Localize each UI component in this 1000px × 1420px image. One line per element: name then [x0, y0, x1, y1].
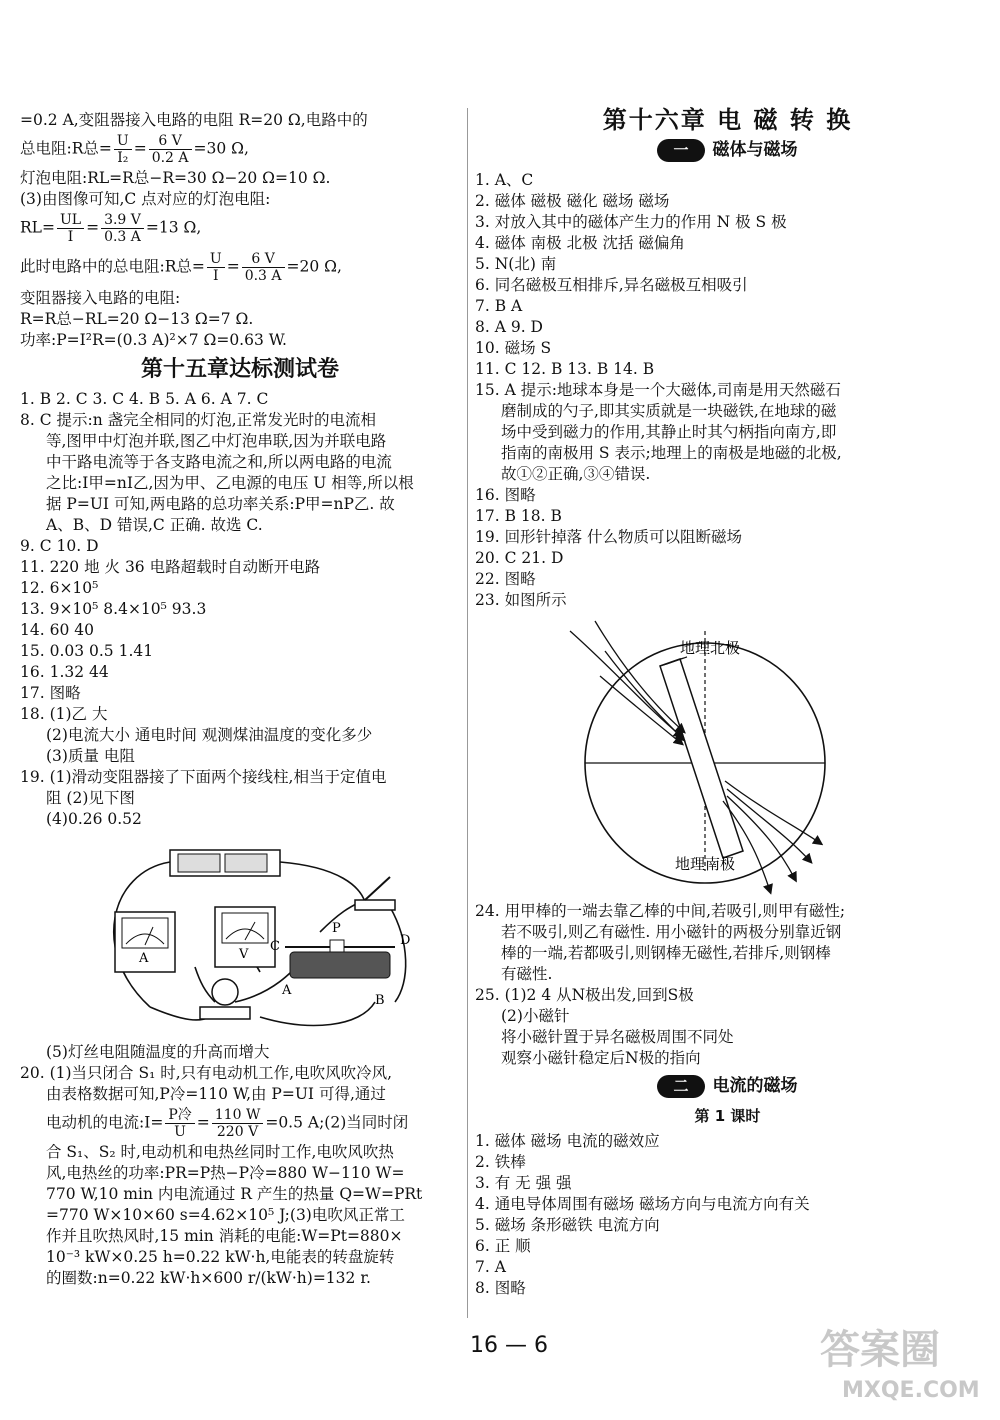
column-divider — [467, 108, 468, 1318]
answer-line: 场中受到磁力的作用,其静止时其勺柄指向南方,即 — [501, 423, 837, 441]
answer-line: 1. B 2. C 3. C 4. B 5. A 6. A 7. C — [20, 390, 269, 408]
fraction: $\frac{U}{\text{I₂}}$ — [114, 133, 132, 166]
answer-line: 16. 1.32 44 — [20, 663, 109, 681]
circuit-diagram — [20, 832, 440, 1042]
answer-line: 1. 磁体 磁场 电流的磁效应 — [475, 1132, 660, 1150]
left-column — [20, 110, 460, 1289]
rheostat-icon — [270, 921, 410, 1008]
terminal-label-a: A — [282, 983, 292, 998]
answer-line: 8. 图略 — [475, 1279, 526, 1297]
equation-line: RL= $\frac{UL}{I}$ = $\frac{3.9 V}{0.3 A}$ =13 Ω, — [20, 212, 202, 245]
answer-line: 7. A — [475, 1258, 506, 1276]
section-number: 一 — [657, 139, 704, 162]
answer-line: (2)电流大小 通电时间 观测煤油温度的变化多少 — [46, 726, 373, 744]
answer-line: 24. 用甲棒的一端去靠乙棒的中间,若吸引,则甲有磁性; — [475, 902, 846, 920]
section-title: 第十五章达标测试卷 — [140, 357, 339, 382]
answer-line: 由表格数据可知,P冷=110 W,由 P=UI 可得,通过 — [46, 1085, 386, 1103]
answer-line: 作并且吹热风时,15 min 消耗的电能:W=Pt=880× — [46, 1227, 403, 1245]
answer-line: 据 P=UI 可知,两电路的总功率关系:P甲=nP乙. 故 — [46, 495, 395, 513]
equation-line: 电动机的电流:I= $\frac{\text{P冷}}{U}$ = $\frac{110 W}{220 V}$ =0.5 A;(2)当同时闭 — [46, 1107, 409, 1140]
answer-line: 15. 0.03 0.5 1.41 — [20, 642, 154, 660]
answer-line: 25. (1)2 4 从N极出发,回到S极 — [475, 986, 694, 1004]
answer-line: 4. 磁体 南极 北极 沈括 磁偏角 — [475, 234, 685, 252]
answer-line: 12. 6×10⁵ — [20, 579, 99, 597]
answer-line: 的圈数:n=0.22 kW·h×600 r/(kW·h)=132 r. — [46, 1269, 371, 1287]
answer-line: 合 S₁、S₂ 时,电动机和电热丝同时工作,电吹风吹热 — [46, 1143, 394, 1161]
answer-line: 5. N(北) 南 — [475, 255, 557, 273]
answer-line: 3. 有 无 强 强 — [475, 1174, 572, 1192]
answer-line: 13. 9×10⁵ 8.4×10⁵ 93.3 — [20, 600, 207, 618]
answer-line: 6. 正 顺 — [475, 1237, 531, 1255]
ammeter-label: A — [139, 951, 149, 966]
text-line: =0.2 A,变阻器接入电路的电阻 R=20 Ω,电路中的 — [20, 111, 368, 129]
answer-line: 14. 60 40 — [20, 621, 94, 639]
fraction: $\frac{110 W}{220 V}$ — [212, 1107, 264, 1140]
text-line: 变阻器接入电路的电阻: — [20, 289, 181, 307]
right-column — [475, 106, 980, 1299]
answer-line: 7. B A — [475, 297, 523, 315]
geographic-north-label: 地理北极 — [680, 639, 741, 657]
answer-line: 16. 图略 — [475, 486, 536, 504]
answer-line: 8. C 提示:n 盏完全相同的灯泡,正常发光时的电流相 — [20, 411, 377, 429]
answer-line: 指南的南极用 S 表示;地理上的南极是地磁的北极, — [501, 444, 842, 462]
answer-line: (3)质量 电阻 — [46, 747, 135, 765]
watermark-logo: 答案圈 — [820, 1327, 940, 1373]
equation-line: 此时电路中的总电阻:R总= $\frac{U}{I}$ = $\frac{6 V}{0.3 A}$ =20 Ω, — [20, 251, 342, 284]
terminal-label-c: C — [270, 939, 280, 954]
answer-line: 8. A 9. D — [475, 318, 543, 336]
answer-line: 20. (1)当只闭合 S₁ 时,只有电动机工作,电吹风吹冷风, — [20, 1064, 393, 1082]
earth-magnetic-field-diagram — [475, 611, 980, 901]
answer-line: 2. 铁棒 — [475, 1153, 526, 1171]
answer-line: 5. 磁场 条形磁铁 电流方向 — [475, 1216, 660, 1234]
answer-line: 4. 通电导体周围有磁场 磁场方向与电流方向有关 — [475, 1195, 810, 1213]
answer-line: 阻 (2)见下图 — [46, 789, 135, 807]
answer-line: 11. 220 地 火 36 电路超载时自动断开电路 — [20, 558, 321, 576]
answer-line: =770 W×10×60 s=4.62×10⁵ J;(3)电吹风正常工 — [46, 1206, 405, 1224]
answer-line: 磨制成的勺子,即其实质就是一块磁铁,在地球的磁 — [501, 402, 837, 420]
lesson-title: 第 1 课时 — [694, 1107, 761, 1125]
answer-line: 10. 磁场 S — [475, 339, 552, 357]
answer-line: 有磁性. — [501, 965, 553, 983]
answer-line: 1. A、C — [475, 171, 534, 189]
chapter-title: 第十六章 电 磁 转 换 — [602, 106, 853, 134]
geographic-south-label: 地理南极 — [675, 855, 736, 873]
voltmeter-label: V — [239, 947, 249, 962]
answer-line: 23. 如图所示 — [475, 591, 567, 609]
answer-line: 22. 图略 — [475, 570, 536, 588]
section-heading — [475, 1075, 980, 1098]
answer-line: 棒的一端,若都吸引,则钢棒无磁性,若排斥,则钢棒 — [501, 944, 831, 962]
answer-line: (4)0.26 0.52 — [46, 810, 142, 828]
answer-line: 故①②正确,③④错误. — [501, 465, 651, 483]
equation-line: 总电阻:R总= $\frac{U}{\text{I₂}}$ = $\frac{6 V}{0.2 A}$ =30 Ω, — [20, 133, 249, 166]
page-number: 16 — 6 — [470, 1333, 548, 1358]
answer-line: 19. 回形针掉落 什么物质可以阻断磁场 — [475, 528, 743, 546]
answer-line: 6. 同名磁极互相排斥,异名磁极互相吸引 — [475, 276, 748, 294]
answer-line: 17. 图略 — [20, 684, 81, 702]
fraction: $\frac{UL}{I}$ — [57, 212, 84, 245]
fraction: $\frac{U}{I}$ — [207, 251, 225, 284]
voltmeter-icon — [215, 907, 275, 967]
watermark-url: MXQE.COM — [842, 1378, 980, 1403]
answer-line: 11. C 12. B 13. B 14. B — [475, 360, 655, 378]
answer-line: 9. C 10. D — [20, 537, 99, 555]
text-line: 灯泡电阻:RL=R总−R=30 Ω−20 Ω=10 Ω. — [20, 169, 331, 187]
answer-line: 等,图甲中灯泡并联,图乙中灯泡串联,因为并联电路 — [46, 432, 387, 450]
answer-line: 18. (1)乙 大 — [20, 705, 108, 723]
answer-line: 19. (1)滑动变阻器接了下面两个接线柱,相当于定值电 — [20, 768, 387, 786]
answer-line: 17. B 18. B — [475, 507, 562, 525]
answer-line: (5)灯丝电阻随温度的升高而增大 — [46, 1043, 270, 1061]
section-number: 二 — [657, 1075, 704, 1098]
slider-label-p: P — [332, 921, 341, 936]
ammeter-icon — [115, 912, 175, 972]
answer-line: 15. A 提示:地球本身是一个大磁体,司南是用天然磁石 — [475, 381, 841, 399]
terminal-label-d: D — [400, 933, 411, 948]
answer-line: (2)小磁针 — [501, 1007, 570, 1025]
answer-line: 风,电热丝的功率:PR=P热−P冷=880 W−110 W= — [46, 1164, 405, 1182]
answer-line: 中干路电流等于各支路电流之和,所以两电路的电流 — [46, 453, 392, 471]
answer-line: 770 W,10 min 内电流通过 R 产生的热量 Q=W=PRt — [46, 1185, 423, 1203]
answer-line: 20. C 21. D — [475, 549, 564, 567]
section-title: 磁体与磁场 — [712, 140, 798, 160]
answer-line: 2. 磁体 磁极 磁化 磁场 磁场 — [475, 192, 670, 210]
answer-line: 10⁻³ kW×0.25 h=0.22 kW·h,电能表的转盘旋转 — [46, 1248, 395, 1266]
fraction: $\frac{3.9 V}{0.3 A}$ — [101, 212, 144, 245]
answer-line: 之比:I甲=nI乙,因为甲、乙电源的电压 U 相等,所以根 — [46, 474, 414, 492]
text-line: R=R总−RL=20 Ω−13 Ω=7 Ω. — [20, 310, 254, 328]
section-heading — [475, 139, 980, 162]
fraction: $\frac{6 V}{0.2 A}$ — [149, 133, 192, 166]
section-title: 电流的磁场 — [712, 1076, 798, 1096]
answer-line: 观察小磁针稳定后N极的指向 — [501, 1049, 701, 1067]
fraction: $\frac{\text{P冷}}{U}$ — [165, 1107, 194, 1140]
fraction: $\frac{6 V}{0.3 A}$ — [242, 251, 285, 284]
text-line: 功率:P=I²R=(0.3 A)²×7 Ω=0.63 W. — [20, 331, 287, 349]
lamp-icon — [200, 979, 250, 1019]
answer-line: A、B、D 错误,C 正确. 故选 C. — [46, 516, 263, 534]
answer-line: 3. 对放入其中的磁体产生力的作用 N 极 S 极 — [475, 213, 787, 231]
battery-icon — [170, 850, 280, 876]
answer-line: 若不吸引,则乙有磁性. 用小磁针的两极分别靠近钢 — [501, 923, 842, 941]
text-line: (3)由图像可知,C 点对应的灯泡电阻: — [20, 190, 271, 208]
terminal-label-b: B — [375, 993, 385, 1008]
answer-line: 将小磁针置于异名磁极周围不同处 — [501, 1028, 734, 1046]
